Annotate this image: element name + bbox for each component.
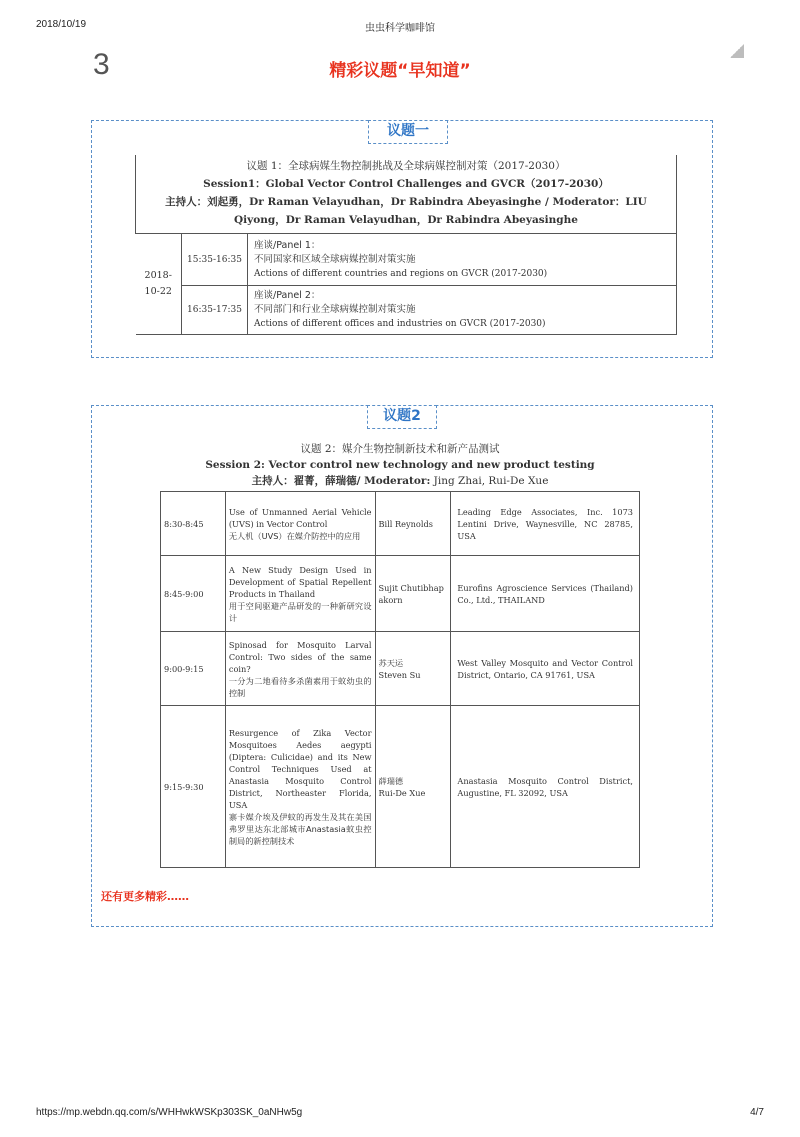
panel2-details xyxy=(248,286,677,335)
row2-topic xyxy=(225,556,375,632)
panel2-desc-en: Actions of different offices and industries on GVCR (2017-2030) xyxy=(254,319,546,329)
session1-date-line2: 10-22 xyxy=(144,286,172,297)
row1-topic-en: Use of Unmanned Aerial Vehicle (UVS) in Vector Control xyxy=(228,506,372,529)
session2-table xyxy=(160,491,640,868)
row1-speaker-en: Bill Reynolds xyxy=(378,518,433,529)
session2-header xyxy=(160,441,640,489)
row3-speaker xyxy=(375,632,451,706)
row2-time: 8:45-9:00 xyxy=(161,556,226,632)
panel1-desc-zh: 不同国家和区域全球病媒控制对策实施 xyxy=(254,253,416,265)
session2-hosts-zh: 主持人：翟菁，薛瑞德/ Moderator: xyxy=(251,475,431,487)
session2-title-en: Session 2: Vector control new technology and new product testing xyxy=(205,459,595,471)
print-date: 2018/10/19 xyxy=(36,19,87,30)
panel1-title: 座谈/Panel 1： xyxy=(254,239,321,251)
panel1-desc-en: Actions of different countries and regions on GVCR (2017-2030) xyxy=(254,268,548,279)
row3-topic-en: Spinosad for Mosquito Larval Control: Two sides of the same coin? xyxy=(228,639,372,674)
topic2-tag: 议题2 xyxy=(367,405,437,429)
panel2-title: 座谈/Panel 2： xyxy=(254,290,321,301)
page-title: 精彩议题“早知道” xyxy=(329,61,471,81)
row4-time: 9:15-9:30 xyxy=(161,706,226,868)
corner-fold-icon xyxy=(730,44,744,58)
row3-org: West Valley Mosquito and Vector Control District, Ontario, CA 91761, USA xyxy=(451,632,640,706)
table-row xyxy=(161,492,640,556)
row4-topic-en: Resurgence of Zika Vector Mosquitoes Aedes aegypti (Diptera: Culicidae) and its New Control Techniques Used at Anastasia Mosquito Control District, Northeaster Florida, USA xyxy=(228,727,372,810)
topic1-tag: 议题一 xyxy=(368,120,448,144)
row1-org: Leading Edge Associates, Inc. 1073 Lentini Drive, Waynesville, NC 28785, USA xyxy=(451,492,640,556)
more-highlights-text: 还有更多精彩…… xyxy=(101,890,189,903)
row1-time: 8:30-8:45 xyxy=(161,492,226,556)
table-row xyxy=(161,632,640,706)
session1-header xyxy=(136,155,677,234)
session2-hosts xyxy=(160,473,640,489)
session1-table xyxy=(135,155,677,335)
row1-topic-zh: 无人机（UVS）在媒介防控中的应用 xyxy=(228,530,361,541)
row4-org: Anastasia Mosquito Control District, Augustine, FL 32092, USA xyxy=(451,706,640,868)
session1-hosts-line2: Qiyong，Dr Raman Velayudhan，Dr Rabindra Abeyasinghe xyxy=(234,214,578,226)
row1-topic xyxy=(225,492,375,556)
session1-date-line1: 2018- xyxy=(144,270,172,281)
panel1-time: 15:35-16:35 xyxy=(182,234,248,286)
session1-title-en: Session1：Global Vector Control Challenges and GVCR（2017-2030） xyxy=(203,178,609,190)
row4-speaker xyxy=(375,706,451,868)
row2-org: Eurofins Agroscience Services (Thailand) Co., Ltd., THAILAND xyxy=(451,556,640,632)
source-url: https://mp.webdn.qq.com/s/WHHwkWSKp303SK_0aNHw5g xyxy=(36,1107,303,1118)
row2-speaker xyxy=(375,556,451,632)
section-number: 3 xyxy=(93,48,110,81)
row3-speaker-en: Steven Su xyxy=(378,669,421,680)
row4-speaker-zh: 薛瑞德 xyxy=(378,775,404,786)
panel2-desc-zh: 不同部门和行业全球病媒控制对策实施 xyxy=(254,304,416,315)
session1-hosts-line1: 主持人：刘起勇，Dr Raman Velayudhan，Dr Rabindra Abeyasinghe / Moderator：LIU xyxy=(165,196,647,208)
row4-topic xyxy=(225,706,375,868)
panel1-details xyxy=(248,234,677,286)
session2-title-zh: 议题 2：媒介生物控制新技术和新产品测试 xyxy=(300,443,500,455)
session1-title-zh: 议题 1：全球病媒生物控制挑战及全球病媒控制对策（2017-2030） xyxy=(246,160,566,172)
row1-speaker xyxy=(375,492,451,556)
panel2-time: 16:35-17:35 xyxy=(182,286,248,335)
row4-speaker-en: Rui-De Xue xyxy=(378,787,426,798)
row2-topic-en: A New Study Design Used in Development of Spatial Repellent Products in Thailand xyxy=(228,564,372,599)
print-site-title: 虫虫科学咖啡馆 xyxy=(365,23,435,34)
row2-speaker-en: Sujit Chutibhapakorn xyxy=(378,582,444,605)
table-row xyxy=(161,556,640,632)
row3-topic xyxy=(225,632,375,706)
row3-time: 9:00-9:15 xyxy=(161,632,226,706)
row3-topic-zh: 一分为二地看待多杀菌素用于蚊幼虫的控制 xyxy=(228,675,372,698)
row4-topic-zh: 寨卡媒介埃及伊蚊的再发生及其在美国弗罗里达东北部城市Anastasia蚊虫控制局的新控制技术 xyxy=(228,811,372,846)
row3-speaker-zh: 苏天运 xyxy=(378,657,404,668)
page-number: 4/7 xyxy=(750,1107,764,1118)
table-row xyxy=(161,706,640,868)
session1-date xyxy=(136,234,182,335)
session2-hosts-en: Jing Zhai, Rui-De Xue xyxy=(430,475,549,487)
row2-topic-zh: 用于空间驱避产品研发的一种新研究设计 xyxy=(228,600,372,623)
